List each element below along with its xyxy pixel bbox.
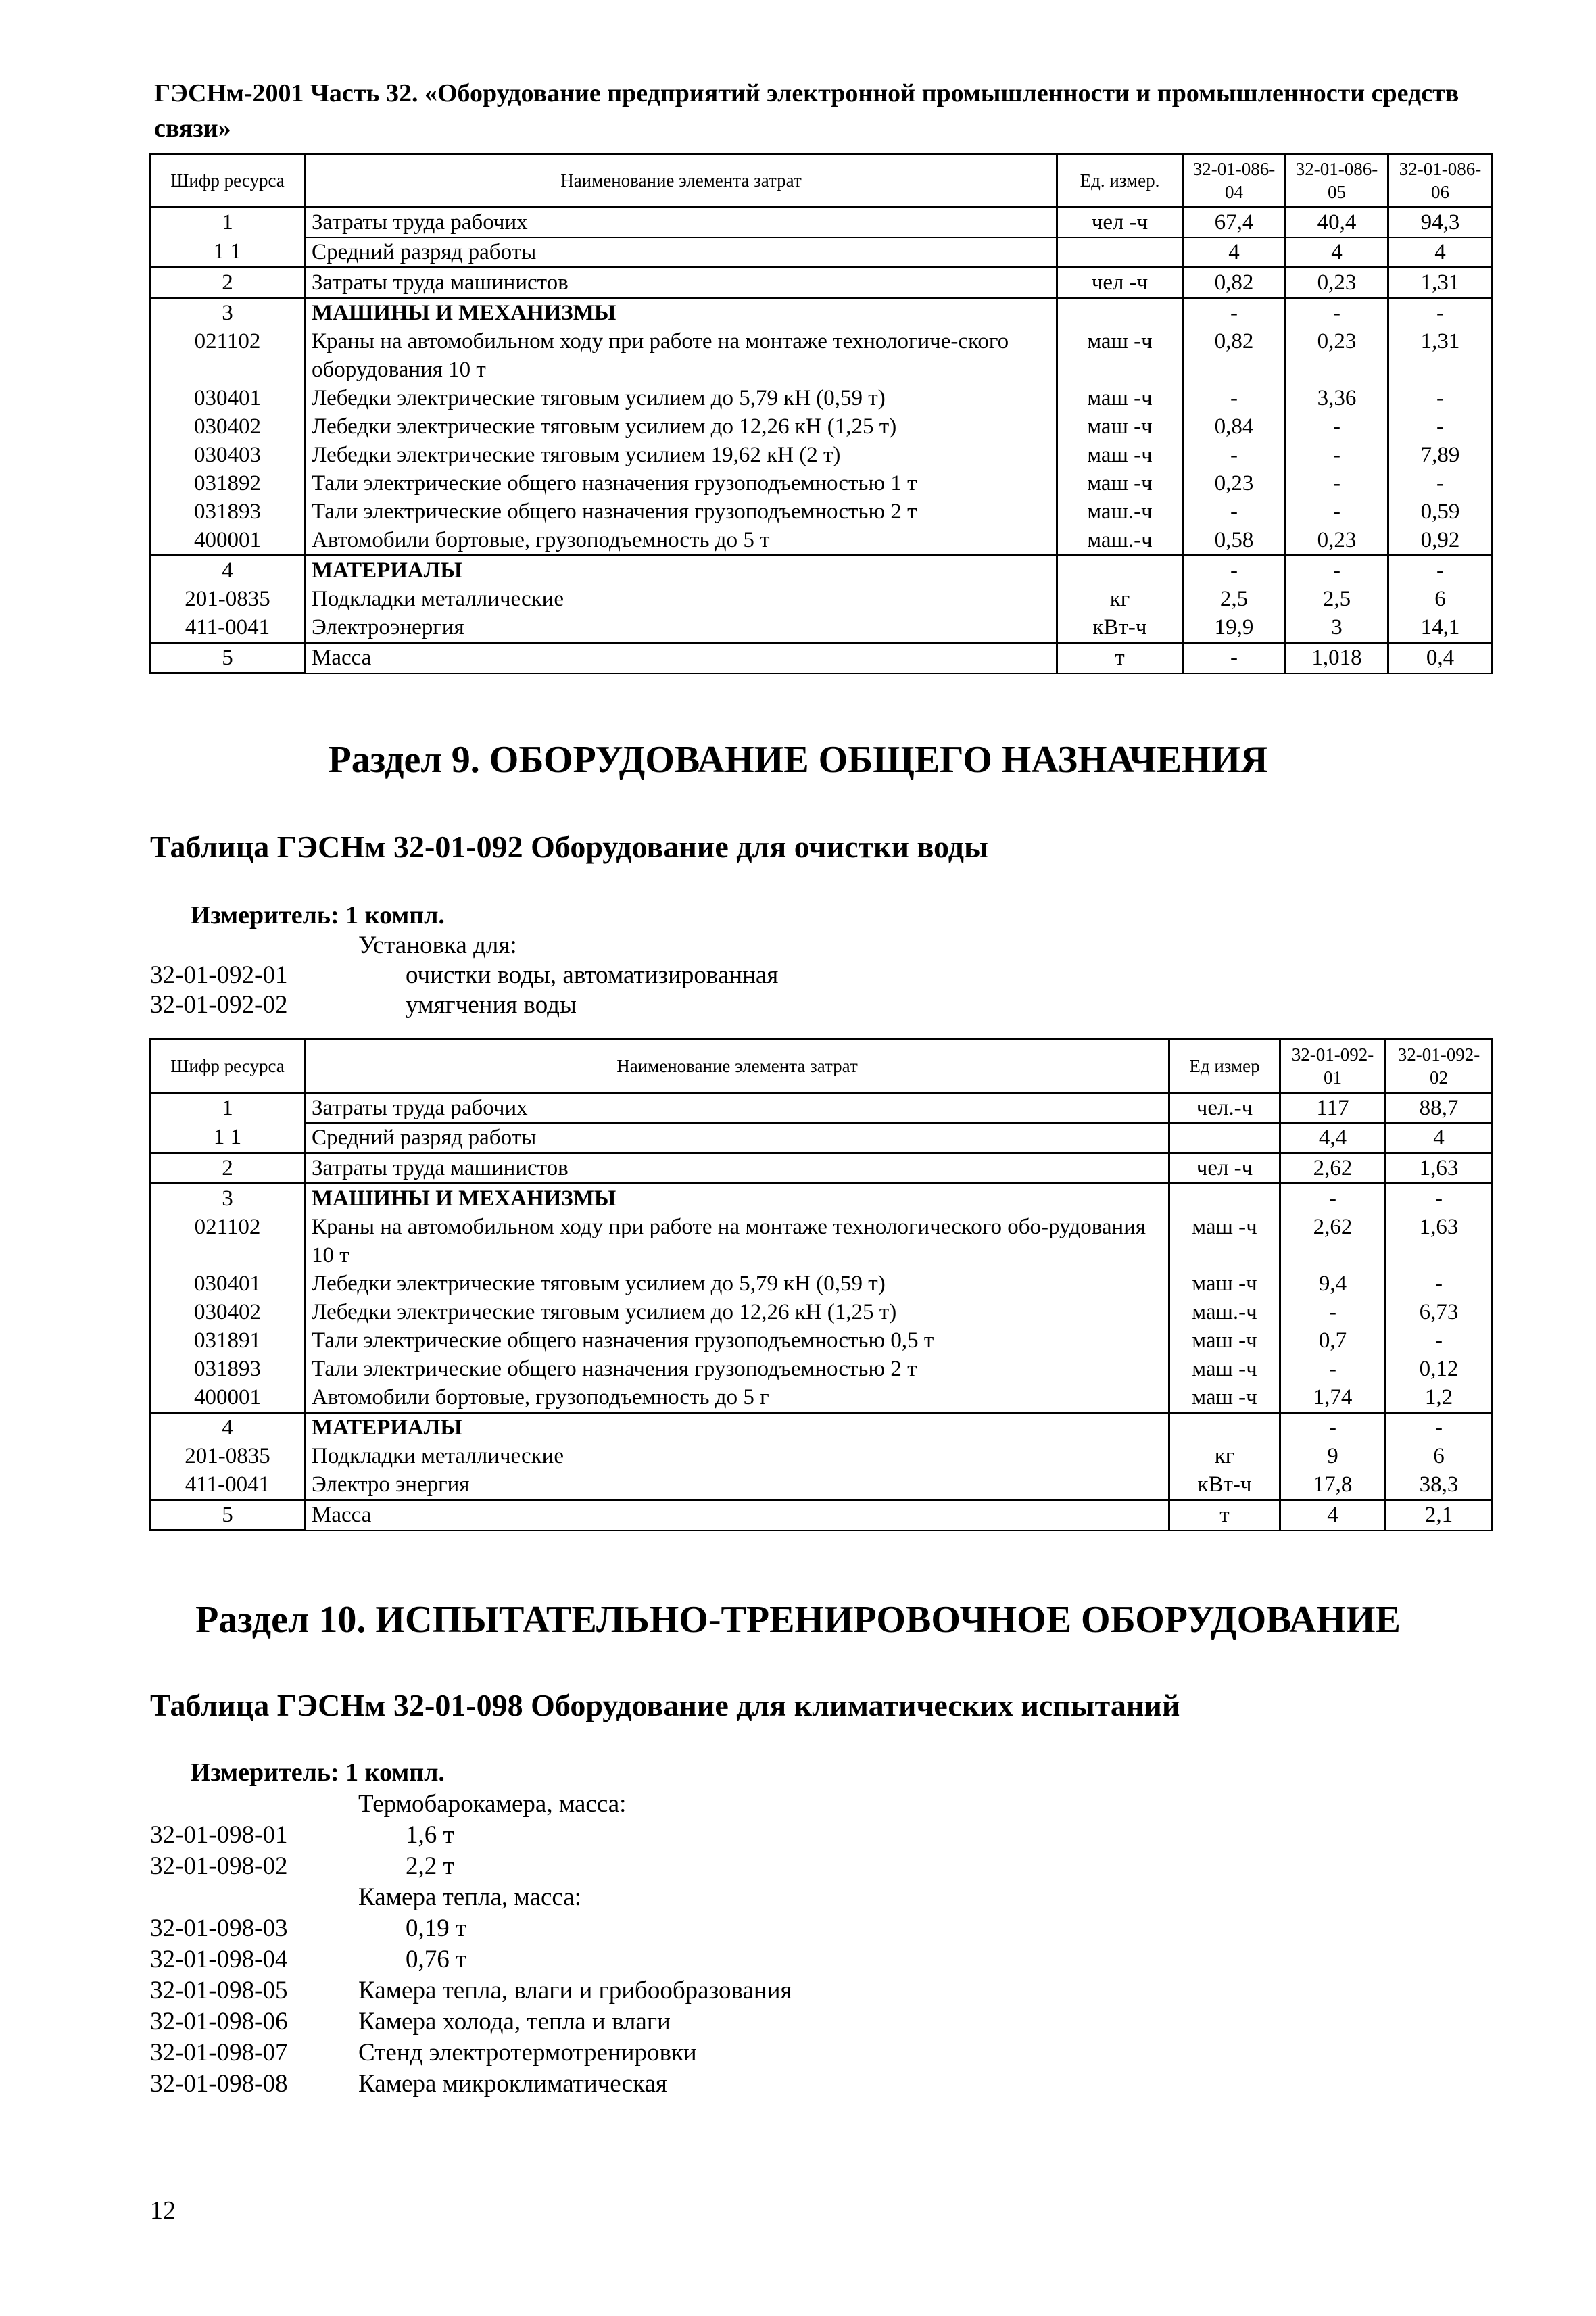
table-092-title: Таблица ГЭСНм 32-01-092 Оборудование для очистки воды	[150, 829, 988, 864]
norm-code: 32-01-098-07	[150, 2039, 288, 2067]
norm-code: 32-01-098-06	[150, 2008, 288, 2035]
norm-value-cell: -	[1280, 1413, 1386, 1443]
norm-code: 32-01-098-05	[150, 1977, 288, 2004]
norm-value-cell: 1,018	[1286, 643, 1388, 673]
norm-value-cell: -	[1388, 556, 1493, 585]
cost-element-cell: Подкладки металлические	[306, 1442, 1169, 1470]
norm-value-cell: 40,4	[1286, 208, 1388, 238]
norm-value-cell: 7,89	[1388, 441, 1493, 469]
unit-cell: маш -ч	[1057, 469, 1183, 498]
norm-value-cell: -	[1280, 1298, 1386, 1326]
cost-element-cell: Подкладки металлические	[306, 585, 1057, 613]
section-9-title: Раздел 9. ОБОРУДОВАНИЕ ОБЩЕГО НАЗНАЧЕНИЯ	[328, 739, 1268, 781]
table-row	[150, 208, 1493, 238]
cost-element-cell: Масса	[306, 1500, 1169, 1530]
norm-value-cell: 9,4	[1280, 1270, 1386, 1298]
unit-cell	[1169, 1123, 1280, 1153]
norm-value-cell: 4	[1286, 237, 1388, 268]
norm-value-cell: 0,4	[1388, 643, 1493, 673]
norm-code: 32-01-098-03	[150, 1914, 288, 1942]
resource-code-cell: 201-0835	[150, 585, 306, 613]
table-row	[150, 1298, 1493, 1326]
norm-value-cell: -	[1286, 498, 1388, 526]
unit-cell: маш.-ч	[1169, 1298, 1280, 1326]
resource-code-cell: 411-0041	[150, 1470, 306, 1500]
table-row	[150, 1442, 1493, 1470]
norm-value-cell: -	[1280, 1355, 1386, 1383]
cost-element-cell: Средний разряд работы	[306, 237, 1057, 268]
resource-code-cell: 1 1	[150, 237, 306, 268]
norm-value-cell: -	[1183, 556, 1286, 585]
table-row	[150, 1213, 1493, 1270]
unit-cell: маш.-ч	[1057, 498, 1183, 526]
table-row	[150, 1153, 1493, 1184]
resource-table-086	[149, 153, 1493, 674]
table-row	[150, 1184, 1493, 1213]
norm-value-cell: 0,84	[1183, 412, 1286, 441]
unit-cell	[1057, 556, 1183, 585]
norm-value-cell: -	[1388, 298, 1493, 328]
norm-value-cell: 2,5	[1183, 585, 1286, 613]
table-header-row	[150, 154, 1493, 208]
table-row	[150, 498, 1493, 526]
cost-element-cell: Лебедки электрические тяговым усилием до 5,79 кН (0,59 т)	[306, 1270, 1169, 1298]
col-header-cost-element: Наименование элемента затрат	[306, 1040, 1169, 1093]
norm-code: 32-01-092-01	[150, 961, 288, 989]
table-header-row	[150, 1040, 1493, 1093]
unit-cell: кг	[1169, 1442, 1280, 1470]
col-header-resource-code: Шифр ресурса	[150, 1040, 306, 1093]
unit-cell: маш -ч	[1169, 1355, 1280, 1383]
norm-value-cell: 0,92	[1388, 526, 1493, 556]
norm-value-cell: 19,9	[1183, 613, 1286, 643]
unit-cell: т	[1057, 643, 1183, 673]
norm-code: 32-01-098-08	[150, 2070, 288, 2098]
cost-element-cell: Тали электрические общего назначения грузоподъемностью 1 т	[306, 469, 1057, 498]
resource-code-cell: 2	[150, 268, 306, 298]
running-header: ГЭСНм-2001 Часть 32. «Оборудование предприятий электронной промышленности и промышленности средств связи»	[154, 79, 1459, 143]
cost-element-cell: Затраты труда рабочих	[306, 1093, 1169, 1124]
norm-value-cell: -	[1386, 1270, 1493, 1298]
section-10-title: Раздел 10. ИСПЫТАТЕЛЬНО-ТРЕНИРОВОЧНОЕ ОБОРУДОВАНИЕ	[195, 1599, 1401, 1641]
cost-element-cell: Краны на автомобильном ходу при работе на монтаже технологического обо-рудования 10 т	[306, 1213, 1169, 1270]
table-row	[150, 1470, 1493, 1500]
norm-value-cell: 2,5	[1286, 585, 1388, 613]
table-row	[150, 441, 1493, 469]
norm-value-cell: 0,58	[1183, 526, 1286, 556]
unit-cell: маш -ч	[1057, 412, 1183, 441]
resource-code-cell: 400001	[150, 1383, 306, 1413]
table-row	[150, 412, 1493, 441]
unit-cell: чел -ч	[1057, 268, 1183, 298]
norm-value-cell: 67,4	[1183, 208, 1286, 238]
table-row	[150, 1355, 1493, 1383]
table-row	[150, 469, 1493, 498]
norm-text: 0,76 т	[406, 1946, 467, 1973]
table-row	[150, 1413, 1493, 1443]
norm-value-cell: -	[1388, 384, 1493, 412]
resource-code-cell: 031893	[150, 498, 306, 526]
table-098-sub-thermobaro: Термобарокамера, масса:	[358, 1790, 627, 1818]
norm-value-cell: -	[1183, 298, 1286, 328]
unit-cell: маш -ч	[1057, 441, 1183, 469]
norm-text: Стенд электротермотренировки	[358, 2039, 697, 2067]
cost-element-cell: Лебедки электрические тяговым усилием до 12,26 кН (1,25 т)	[306, 1298, 1169, 1326]
table-row	[150, 384, 1493, 412]
norm-value-cell: -	[1386, 1413, 1493, 1443]
norm-value-cell: 17,8	[1280, 1470, 1386, 1500]
cost-element-cell: Затраты труда машинистов	[306, 1153, 1169, 1184]
cost-element-cell: Краны на автомобильном ходу при работе на монтаже технологиче-ского оборудования 10 т	[306, 327, 1057, 384]
norm-value-cell: 38,3	[1386, 1470, 1493, 1500]
resource-code-cell: 031891	[150, 1326, 306, 1355]
norm-value-cell: 1,31	[1388, 327, 1493, 384]
unit-cell: маш -ч	[1057, 327, 1183, 384]
norm-value-cell: 6	[1388, 585, 1493, 613]
norm-value-cell: 1,63	[1386, 1153, 1493, 1184]
cost-element-cell: Автомобили бортовые, грузоподъемность до 5 г	[306, 1383, 1169, 1413]
norm-value-cell: 1,2	[1386, 1383, 1493, 1413]
table-row	[150, 613, 1493, 643]
resource-code-cell: 2	[150, 1153, 306, 1184]
col-header-norm-086-06: 32-01-086-06	[1388, 154, 1493, 208]
norm-value-cell: -	[1183, 498, 1286, 526]
norm-value-cell: -	[1286, 412, 1388, 441]
unit-cell	[1057, 237, 1183, 268]
table-098-measure: Измеритель: 1 компл.	[191, 1758, 445, 1787]
resource-code-cell: 030402	[150, 1298, 306, 1326]
resource-code-cell: 1 1	[150, 1123, 306, 1153]
cost-element-cell: Тали электрические общего назначения грузоподъемностью 0,5 т	[306, 1326, 1169, 1355]
table-row	[150, 556, 1493, 585]
norm-value-cell: -	[1386, 1184, 1493, 1213]
table-row	[150, 1326, 1493, 1355]
norm-value-cell: -	[1183, 643, 1286, 673]
unit-cell: маш -ч	[1057, 384, 1183, 412]
cost-element-cell: Электроэнергия	[306, 613, 1057, 643]
norm-value-cell: 14,1	[1388, 613, 1493, 643]
norm-text: 0,19 т	[406, 1914, 467, 1942]
cost-element-cell: Затраты труда машинистов	[306, 268, 1057, 298]
unit-cell: чел -ч	[1169, 1153, 1280, 1184]
col-header-unit: Ед измер	[1169, 1040, 1280, 1093]
norm-value-cell: 0,59	[1388, 498, 1493, 526]
cost-element-cell: Средний разряд работы	[306, 1123, 1169, 1153]
cost-element-cell: Электро энергия	[306, 1470, 1169, 1500]
norm-value-cell: 9	[1280, 1442, 1386, 1470]
norm-value-cell: 0,23	[1286, 327, 1388, 384]
resource-code-cell: 030401	[150, 1270, 306, 1298]
norm-text: 2,2 т	[406, 1852, 454, 1880]
col-header-norm-086-05: 32-01-086-05	[1286, 154, 1388, 208]
norm-text: 1,6 т	[406, 1821, 454, 1849]
cost-element-cell: МАШИНЫ И МЕХАНИЗМЫ	[306, 298, 1057, 328]
resource-code-cell: 411-0041	[150, 613, 306, 643]
resource-code-cell: 031892	[150, 469, 306, 498]
table-092-measure: Измеритель: 1 компл.	[191, 901, 445, 930]
unit-cell: кВт-ч	[1057, 613, 1183, 643]
norm-value-cell: -	[1388, 469, 1493, 498]
norm-value-cell: 4	[1386, 1123, 1493, 1153]
cost-element-cell: Затраты труда рабочих	[306, 208, 1057, 238]
norm-value-cell: -	[1183, 384, 1286, 412]
norm-code: 32-01-098-02	[150, 1852, 288, 1880]
norm-value-cell: -	[1286, 441, 1388, 469]
norm-value-cell: 0,23	[1286, 526, 1388, 556]
table-098-sub-heat-chamber: Камера тепла, масса:	[358, 1883, 581, 1911]
norm-value-cell: 6,73	[1386, 1298, 1493, 1326]
table-row	[150, 585, 1493, 613]
norm-value-cell: 4	[1388, 237, 1493, 268]
unit-cell	[1057, 298, 1183, 328]
resource-code-cell: 201-0835	[150, 1442, 306, 1470]
unit-cell: чел.-ч	[1169, 1093, 1280, 1124]
resource-code-cell: 030401	[150, 384, 306, 412]
norm-value-cell: -	[1388, 412, 1493, 441]
unit-cell: маш -ч	[1169, 1270, 1280, 1298]
col-header-norm-092-02: 32-01-092-02	[1386, 1040, 1493, 1093]
table-row	[150, 526, 1493, 556]
norm-value-cell: 2,62	[1280, 1213, 1386, 1270]
norm-value-cell: -	[1286, 556, 1388, 585]
norm-value-cell: 1,63	[1386, 1213, 1493, 1270]
resource-code-cell: 3	[150, 298, 306, 328]
unit-cell: чел -ч	[1057, 208, 1183, 238]
cost-element-cell: Лебедки электрические тяговым усилием 19,62 кН (2 т)	[306, 441, 1057, 469]
unit-cell: кВт-ч	[1169, 1470, 1280, 1500]
cost-element-cell: МАШИНЫ И МЕХАНИЗМЫ	[306, 1184, 1169, 1213]
table-092-intro: Установка для:	[358, 932, 517, 959]
unit-cell: т	[1169, 1500, 1280, 1530]
col-header-resource-code: Шифр ресурса	[150, 154, 306, 208]
cost-element-cell: Лебедки электрические тяговым усилием до 12,26 кН (1,25 т)	[306, 412, 1057, 441]
norm-code: 32-01-092-02	[150, 991, 288, 1019]
norm-text: Камера холода, тепла и влаги	[358, 2008, 671, 2035]
col-header-cost-element: Наименование элемента затрат	[306, 154, 1057, 208]
norm-value-cell: -	[1386, 1326, 1493, 1355]
norm-value-cell: 0,82	[1183, 268, 1286, 298]
norm-text: умягчения воды	[406, 991, 577, 1019]
norm-text: Камера микроклиматическая	[358, 2070, 667, 2098]
col-header-unit: Ед. измер.	[1057, 154, 1183, 208]
norm-text: очистки воды, автоматизированная	[406, 961, 779, 989]
unit-cell: маш -ч	[1169, 1383, 1280, 1413]
resource-code-cell: 3	[150, 1184, 306, 1213]
norm-value-cell: -	[1286, 298, 1388, 328]
norm-text: Камера тепла, влаги и грибообразования	[358, 1977, 792, 2004]
table-row	[150, 1123, 1493, 1153]
norm-code: 32-01-098-01	[150, 1821, 288, 1849]
col-header-norm-092-01: 32-01-092-01	[1280, 1040, 1386, 1093]
norm-value-cell: 2,1	[1386, 1500, 1493, 1530]
norm-value-cell: 88,7	[1386, 1093, 1493, 1124]
norm-value-cell: 94,3	[1388, 208, 1493, 238]
norm-value-cell: 4,4	[1280, 1123, 1386, 1153]
resource-code-cell: 400001	[150, 526, 306, 556]
norm-value-cell: 1,74	[1280, 1383, 1386, 1413]
table-row	[150, 268, 1493, 298]
norm-value-cell: 4	[1280, 1500, 1386, 1530]
resource-table-092	[149, 1038, 1493, 1531]
table-row	[150, 1383, 1493, 1413]
table-row	[150, 327, 1493, 384]
cost-element-cell: Тали электрические общего назначения грузоподъемностью 2 т	[306, 498, 1057, 526]
resource-code-cell: 4	[150, 556, 306, 585]
unit-cell	[1169, 1184, 1280, 1213]
cost-element-cell: Лебедки электрические тяговым усилием до 5,79 кН (0,59 т)	[306, 384, 1057, 412]
resource-code-cell: 021102	[150, 1213, 306, 1270]
norm-value-cell: 0,12	[1386, 1355, 1493, 1383]
norm-value-cell: 3,36	[1286, 384, 1388, 412]
norm-value-cell: 2,62	[1280, 1153, 1386, 1184]
table-row	[150, 643, 1493, 673]
resource-code-cell: 5	[150, 643, 306, 673]
norm-value-cell: -	[1280, 1184, 1386, 1213]
norm-value-cell: 0,7	[1280, 1326, 1386, 1355]
cost-element-cell: Масса	[306, 643, 1057, 673]
page-number: 12	[150, 2196, 176, 2225]
norm-value-cell: 0,23	[1183, 469, 1286, 498]
norm-value-cell: 4	[1183, 237, 1286, 268]
resource-code-cell: 1	[150, 1093, 306, 1124]
resource-code-cell: 030403	[150, 441, 306, 469]
cost-element-cell: МАТЕРИАЛЫ	[306, 556, 1057, 585]
table-row	[150, 1500, 1493, 1530]
resource-code-cell: 5	[150, 1500, 306, 1530]
col-header-norm-086-04: 32-01-086-04	[1183, 154, 1286, 208]
norm-value-cell: 1,31	[1388, 268, 1493, 298]
cost-element-cell: Тали электрические общего назначения грузоподъемностью 2 т	[306, 1355, 1169, 1383]
norm-value-cell: 0,23	[1286, 268, 1388, 298]
resource-code-cell: 031893	[150, 1355, 306, 1383]
norm-value-cell: 6	[1386, 1442, 1493, 1470]
resource-code-cell: 1	[150, 208, 306, 238]
table-row	[150, 237, 1493, 268]
unit-cell: маш -ч	[1169, 1326, 1280, 1355]
unit-cell	[1169, 1413, 1280, 1443]
resource-code-cell: 030402	[150, 412, 306, 441]
table-098-title: Таблица ГЭСНм 32-01-098 Оборудование для климатических испытаний	[150, 1688, 1180, 1722]
norm-value-cell: -	[1183, 441, 1286, 469]
table-row	[150, 1270, 1493, 1298]
cost-element-cell: МАТЕРИАЛЫ	[306, 1413, 1169, 1443]
norm-value-cell: 0,82	[1183, 327, 1286, 384]
norm-value-cell: -	[1286, 469, 1388, 498]
unit-cell: кг	[1057, 585, 1183, 613]
norm-code: 32-01-098-04	[150, 1946, 288, 1973]
unit-cell: маш -ч	[1169, 1213, 1280, 1270]
unit-cell: маш.-ч	[1057, 526, 1183, 556]
cost-element-cell: Автомобили бортовые, грузоподъемность до 5 т	[306, 526, 1057, 556]
resource-code-cell: 021102	[150, 327, 306, 384]
table-row	[150, 298, 1493, 328]
norm-value-cell: 117	[1280, 1093, 1386, 1124]
resource-code-cell: 4	[150, 1413, 306, 1443]
table-row	[150, 1093, 1493, 1124]
norm-value-cell: 3	[1286, 613, 1388, 643]
